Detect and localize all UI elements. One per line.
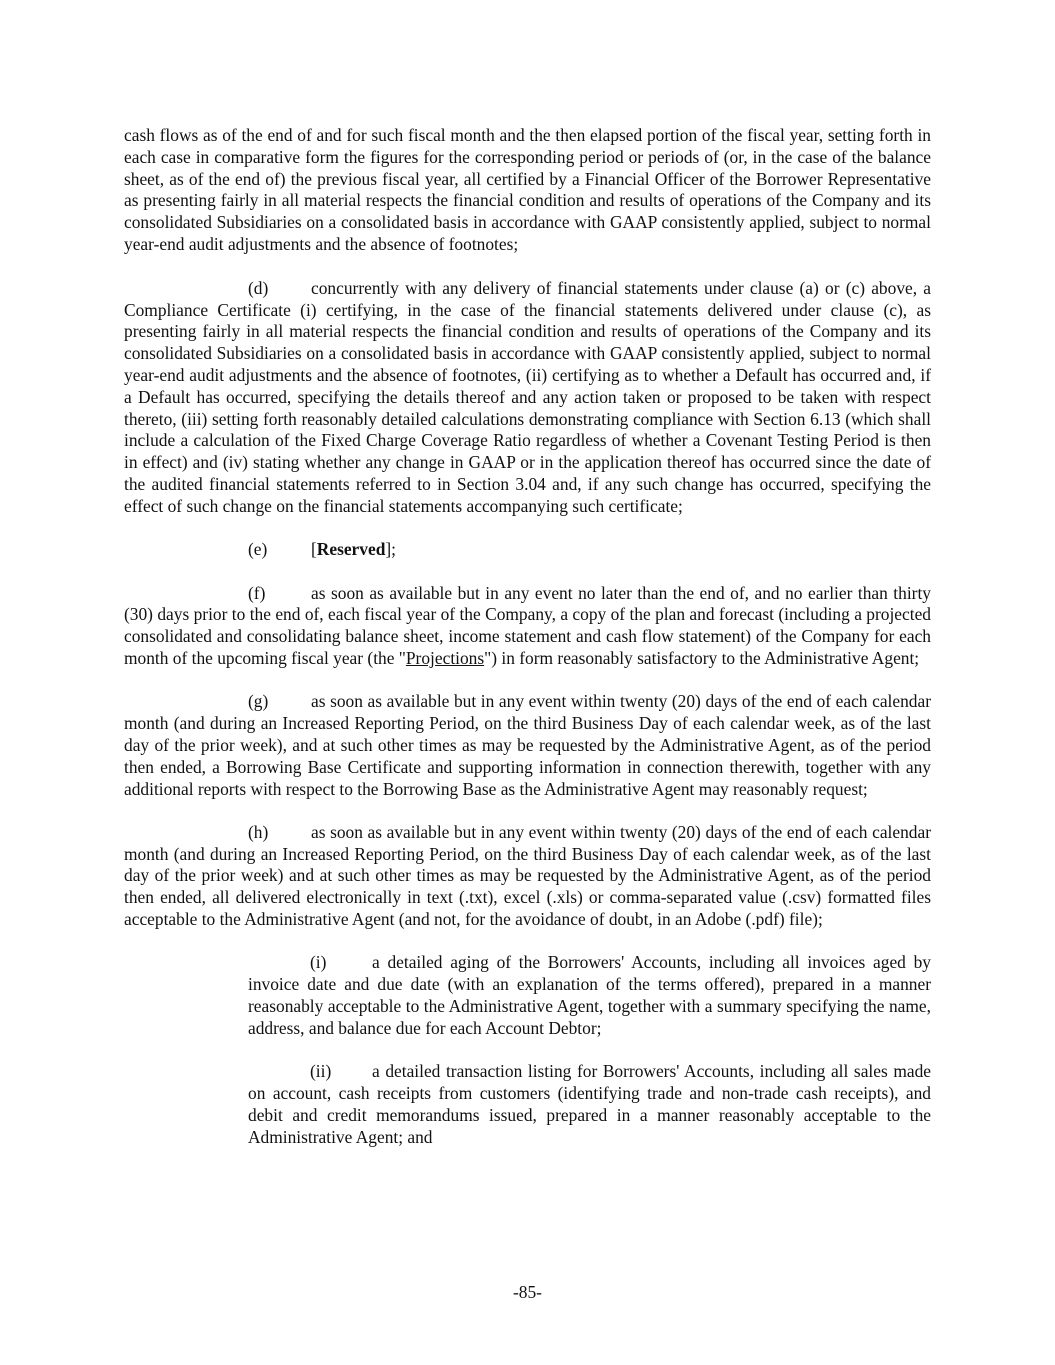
clause-f-label: (f) (248, 582, 266, 603)
continuation-paragraph: cash flows as of the end of and for such fiscal month and the then elapsed portion of the fiscal year, setting forth in each case in comparative form the figures for the corresponding period or periods of (or, in the case of the balance sheet, as of the end of) the previous fiscal year, all certified by a Financial Officer of the Borrower Representative as presenting fairly in all material respects the financial condition and results of operations of the Company and its consolidated Subsidiaries on a consolidated basis in accordance with GAAP consistently applied, subject to normal year-end audit adjustments and the absence of footnotes; (124, 125, 931, 254)
sub-clause-i (248, 952, 931, 1039)
clause-e-reserved: Reserved (316, 539, 386, 560)
sub-clause-i-label: (i) (310, 952, 327, 973)
sub-clause-ii-text: a detailed transaction listing for Borrowers' Accounts, including all sales made on account, cash receipts from customers (identifying trade and non-trade cash receipts), and debit and credit memorandums issued, prepared in a manner reasonably acceptable to the Administrative Agent; and (248, 1061, 931, 1147)
clause-e-close-bracket: ]; (385, 539, 396, 560)
sub-clause-i-text: a detailed aging of the Borrowers' Accounts, including all invoices aged by invoice date and due date (with an explanation of the terms offered), prepared in a manner reasonably acceptable to the Administrative Agent, together with a summary specifying the name, address, and balance due for each Account Debtor; (248, 952, 931, 1038)
sub-clause-ii-label: (ii) (310, 1061, 332, 1082)
clause-e (124, 539, 931, 561)
clause-f-text-after: ") in form reasonably satisfactory to the Administrative Agent; (484, 647, 920, 668)
clause-d-label: (d) (248, 277, 269, 298)
clause-h-text: as soon as available but in any event within twenty (20) days of the end of each calendar month (and during an Increased Reporting Period, on the third Business Day of each calendar week, as of the last day of the prior week) and at such other times as may be requested by the Administrative Agent, as of the period then ended, all delivered electronically in text (.txt), excel (.xls) or comma-separated value (.csv) formatted files acceptable to the Administrative Agent (and not, for the avoidance of doubt, in an Adobe (.pdf) file); (124, 821, 931, 930)
clause-d-text: concurrently with any delivery of financial statements under clause (a) or (c) above, a Compliance Certificate (i) certifying, in the case of the financial statements delivered under clause (c), as presenting fairly in all material respects the financial condition and results of operations of the Company and its consolidated Subsidiaries on a consolidated basis in accordance with GAAP consistently applied, subject to normal year-end audit adjustments and the absence of footnotes, (ii) certifying as to whether a Default has occurred and, if a Default has occurred, specifying the details thereof and any action taken or proposed to be taken with respect thereto, (iii) setting forth reasonably detailed calculations demonstrating compliance with Section 6.13 (which shall include a calculation of the Fixed Charge Coverage Ratio regardless of whether a Covenant Testing Period is then in effect) and (iv) stating whether any change in GAAP or in the application thereof has occurred since the date of the audited financial statements referred to in Section 3.04 and, if any such change has occurred, specifying the effect of such change on the financial statements accompanying such certificate; (124, 277, 931, 516)
clause-h (124, 822, 931, 931)
clause-f (124, 583, 931, 670)
clause-e-open-bracket: [ (311, 539, 317, 560)
document-body (124, 125, 931, 1170)
sub-clause-ii (248, 1061, 931, 1148)
clause-g (124, 691, 931, 800)
clause-g-label: (g) (248, 691, 269, 712)
clause-f-text-before: as soon as available but in any event no later than the end of, and no earlier than thirty (30) days prior to the end of, each fiscal year of the Company, a copy of the plan and forecast (including a projected consolidated and consolidating balance sheet, income statement and cash flow statement) of the Company for each month of the upcoming fiscal year (the " (124, 582, 931, 668)
clause-g-text: as soon as available but in any event within twenty (20) days of the end of each calendar month (and during an Increased Reporting Period, on the third Business Day of each calendar week, as of the last day of the prior week), and at such other times as may be requested by the Administrative Agent, as of the period then ended, a Borrowing Base Certificate and supporting information in connection therewith, together with any additional reports with respect to the Borrowing Base as the Administrative Agent may reasonably request; (124, 691, 931, 799)
page-number: -85- (513, 1282, 542, 1302)
clause-d (124, 278, 931, 518)
projections-defined-term: Projections (405, 647, 485, 668)
clause-e-label: (e) (248, 539, 268, 560)
clause-h-label: (h) (248, 821, 269, 842)
